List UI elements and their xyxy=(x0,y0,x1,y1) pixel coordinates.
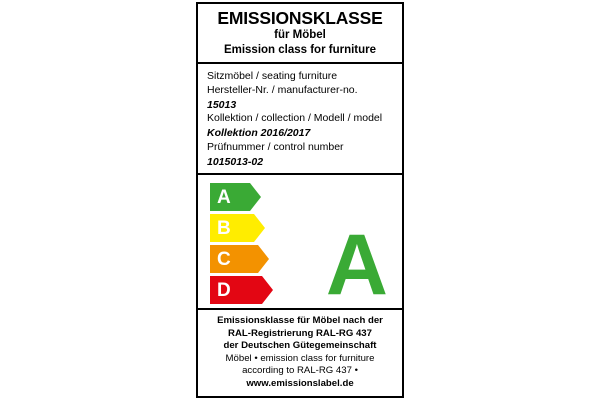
info-value-control-number: 1015013-02 xyxy=(207,155,264,168)
footer-line-1: Emissionsklasse für Möbel nach der xyxy=(217,315,383,327)
grade-bars xyxy=(210,183,276,307)
footer-line-5: according to RAL-RG 437 • xyxy=(242,365,358,377)
grade-bar-c-letter: C xyxy=(217,248,231,270)
info-label-manufacturer-no: Hersteller-Nr. / manufacturer-no. xyxy=(207,84,358,97)
grade-scale xyxy=(198,175,402,313)
footer-line-4: Möbel • emission class for furniture xyxy=(225,352,375,364)
info-value-manufacturer-no: 15013 xyxy=(207,99,237,111)
grade-bar-c xyxy=(210,245,258,273)
label-footer xyxy=(198,308,402,396)
page-title: EMISSIONSKLASSE xyxy=(217,8,383,28)
grade-bar-d-arrow xyxy=(262,276,273,304)
grade-bar-b xyxy=(210,214,254,242)
info-label-collection: Kollektion / collection / Modell / model xyxy=(207,112,383,125)
info-label-furniture-type: Sitzmöbel / seating furniture xyxy=(207,70,338,83)
grade-bar-a-arrow xyxy=(250,183,261,211)
awarded-grade: A xyxy=(325,216,386,313)
label-header xyxy=(198,4,402,64)
grade-bar-b-letter: B xyxy=(217,217,231,239)
footer-line-6: www.emissionslabel.de xyxy=(246,377,354,389)
info-label-control-number: Prüfnummer / control number xyxy=(207,140,344,153)
grade-bar-c-arrow xyxy=(258,245,269,273)
page-subtitle-de: für Möbel xyxy=(274,28,326,41)
info-value-collection: Kollektion 2016/2017 xyxy=(207,127,311,140)
product-info xyxy=(198,64,402,175)
grade-bar-a-letter: A xyxy=(217,186,231,208)
emission-class-label xyxy=(196,2,404,398)
footer-line-3: der Deutschen Gütegemeinschaft xyxy=(223,340,377,352)
grade-bar-d-letter: D xyxy=(217,279,231,301)
grade-bar-b-arrow xyxy=(254,214,265,242)
page-subtitle-en: Emission class for furniture xyxy=(223,44,377,57)
grade-bar-d xyxy=(210,276,262,304)
footer-line-2: RAL-Registrierung RAL-RG 437 xyxy=(228,327,372,339)
grade-bar-a xyxy=(210,183,250,211)
